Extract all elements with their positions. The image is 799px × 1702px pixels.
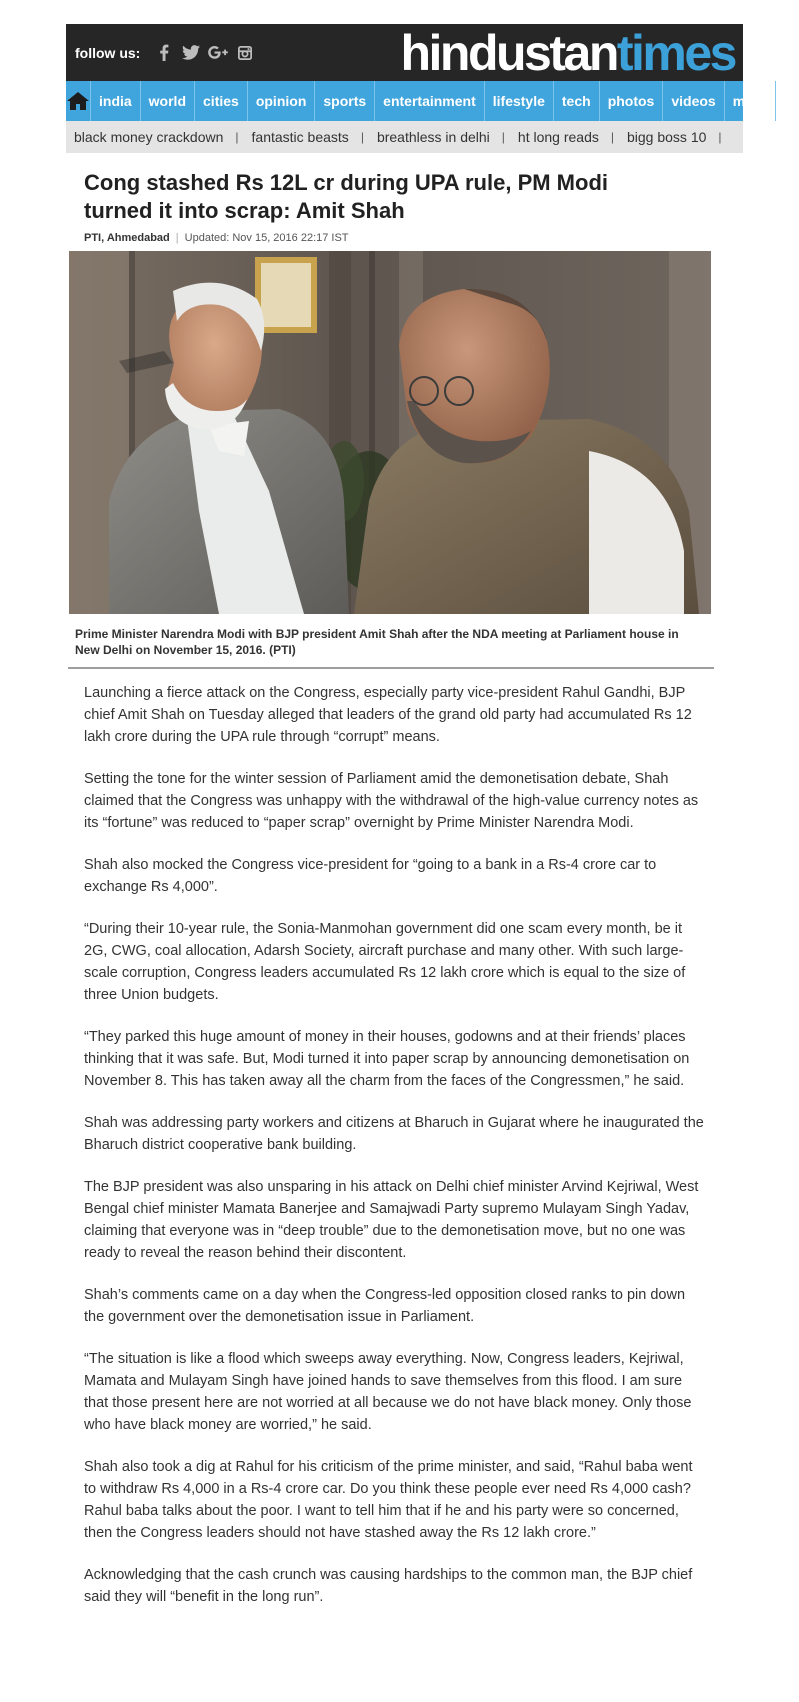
trending-separator: | bbox=[501, 130, 505, 144]
twitter-icon[interactable] bbox=[179, 42, 203, 64]
byline-separator: | bbox=[175, 232, 179, 244]
nav-item-sports[interactable]: sports bbox=[315, 81, 375, 121]
nav-item-photos[interactable]: photos bbox=[600, 81, 664, 121]
main-nav bbox=[66, 81, 767, 121]
article-paragraph: Setting the tone for the winter session of Parliament amid the demonetisation debate, Shah claimed that the Congress was unhappy with the withdrawal of the high-value currency notes as its “fortune” was reduced to “paper scrap” overnight by Prime Minister Narendra Modi. bbox=[84, 771, 699, 831]
article-body bbox=[84, 682, 704, 1608]
nav-item-opinion[interactable]: opinion bbox=[248, 81, 316, 121]
nav-item-india[interactable]: india bbox=[91, 81, 141, 121]
home-icon[interactable] bbox=[66, 81, 91, 121]
nav-item-videos[interactable]: videos bbox=[663, 81, 724, 121]
follow-us bbox=[75, 24, 260, 81]
article-headline: Cong stashed Rs 12L cr during UPA rule, PM Modi turned it into scrap: Amit Shah bbox=[84, 170, 608, 223]
trending-separator: | bbox=[235, 130, 239, 144]
byline-source: PTI, Ahmedabad bbox=[84, 232, 170, 244]
article-paragraph: “The situation is like a flood which sweeps away everything. Now, Congress leaders, Kejriwal, Mamata and Mulayam Singh have joined hands to save themselves from this flood. I am sure that those present here are not worried at all because we do not have black money. Only those who have black money are worried,” he said. bbox=[84, 1351, 692, 1433]
trending-link[interactable]: bigg boss 10 bbox=[627, 129, 707, 145]
follow-us-label: follow us: bbox=[75, 44, 141, 61]
trending-separator: | bbox=[610, 130, 614, 144]
article-paragraph: Shah also took a dig at Rahul for his criticism of the prime minister, and said, “Rahul baba went to withdraw Rs 4,000 in a Rs-4 crore car. Do you think these people ever need Rs 4,000 cash? Rahul baba talks about the poor. I want to tell him that if he and his party were so concerned, then the Congress leaders should not have stashed away the Rs 12 lakh crore.” bbox=[84, 1459, 693, 1541]
article-photo bbox=[69, 251, 711, 614]
article-paragraph: “They parked this huge amount of money in their houses, godowns and at their friends’ places thinking that it was safe. But, Modi turned it into paper scrap by announcing demonetisation on November 8. This has taken away all the charm from the faces of the Congressmen,” he said. bbox=[84, 1029, 690, 1089]
nav-item-cities[interactable]: cities bbox=[195, 81, 248, 121]
article-paragraph: Shah also mocked the Congress vice-president for “going to a bank in a Rs-4 crore car to exchange Rs 4,000”. bbox=[84, 857, 657, 895]
trending-bar bbox=[66, 121, 743, 153]
caption-divider bbox=[68, 667, 714, 669]
article-paragraph: Shah’s comments came on a day when the Congress-led opposition closed ranks to pin down the government over the demonetisation issue in Parliament. bbox=[84, 1287, 686, 1325]
site-header bbox=[66, 24, 743, 81]
page bbox=[66, 24, 767, 1628]
article-paragraph: Acknowledging that the cash crunch was causing hardships to the common man, the BJP chief said they will “benefit in the long run”. bbox=[84, 1567, 693, 1605]
trending-link[interactable]: ht long reads bbox=[517, 129, 599, 145]
site-logo[interactable]: hindustan times bbox=[400, 24, 735, 81]
trending-link[interactable]: black money crackdown bbox=[74, 129, 224, 145]
article-paragraph: Shah was addressing party workers and citizens at Bharuch in Gujarat where he inaugurated the Bharuch district cooperative bank building. bbox=[84, 1115, 704, 1153]
trending-separator: | bbox=[360, 130, 364, 144]
article-paragraph: “During their 10-year rule, the Sonia-Manmohan government did one scam every month, be it 2G, CWG, coal allocation, Adarsh Society, aircraft purchase and many other. With such large-scale corruption, Congress leaders accumulated Rs 12 lakh crore which is equal to the size of three Union budgets. bbox=[84, 921, 686, 1003]
trending-link[interactable]: fantastic beasts bbox=[251, 129, 349, 145]
facebook-icon[interactable] bbox=[152, 42, 176, 64]
byline bbox=[84, 232, 743, 244]
photo-caption: Prime Minister Narendra Modi with BJP president Amit Shah after the NDA meeting at Parliament house in New Delhi on November 15, 2016. (PTI) bbox=[75, 627, 679, 657]
trending-link[interactable]: breathless in delhi bbox=[376, 129, 490, 145]
nav-item-lifestyle[interactable]: lifestyle bbox=[485, 81, 554, 121]
nav-item-tech[interactable]: tech bbox=[554, 81, 600, 121]
nav-item-more[interactable]: more bbox=[725, 81, 776, 121]
instagram-icon[interactable] bbox=[233, 42, 257, 64]
nav-item-entertainment[interactable]: entertainment bbox=[375, 81, 485, 121]
nav-item-world[interactable]: world bbox=[141, 81, 195, 121]
article-paragraph: Launching a fierce attack on the Congress, especially party vice-president Rahul Gandhi, BJP chief Amit Shah on Tuesday alleged that leaders of the grand old party had accumulated Rs 12 lakh crore during the UPA rule through “corrupt” means. bbox=[84, 685, 692, 745]
trending-separator: | bbox=[718, 130, 722, 144]
google-plus-icon[interactable] bbox=[206, 42, 230, 64]
byline-updated: Updated: Nov 15, 2016 22:17 IST bbox=[184, 232, 349, 244]
article-paragraph: The BJP president was also unsparing in his attack on Delhi chief minister Arvind Kejriwal, West Bengal chief minister Mamata Banerjee and Samajwadi Party supremo Mulayam Singh Yadav, claiming that everyone was in “deep trouble” due to the demonetisation move, but no one was ready to reveal the reason behind their discontent. bbox=[84, 1179, 699, 1261]
